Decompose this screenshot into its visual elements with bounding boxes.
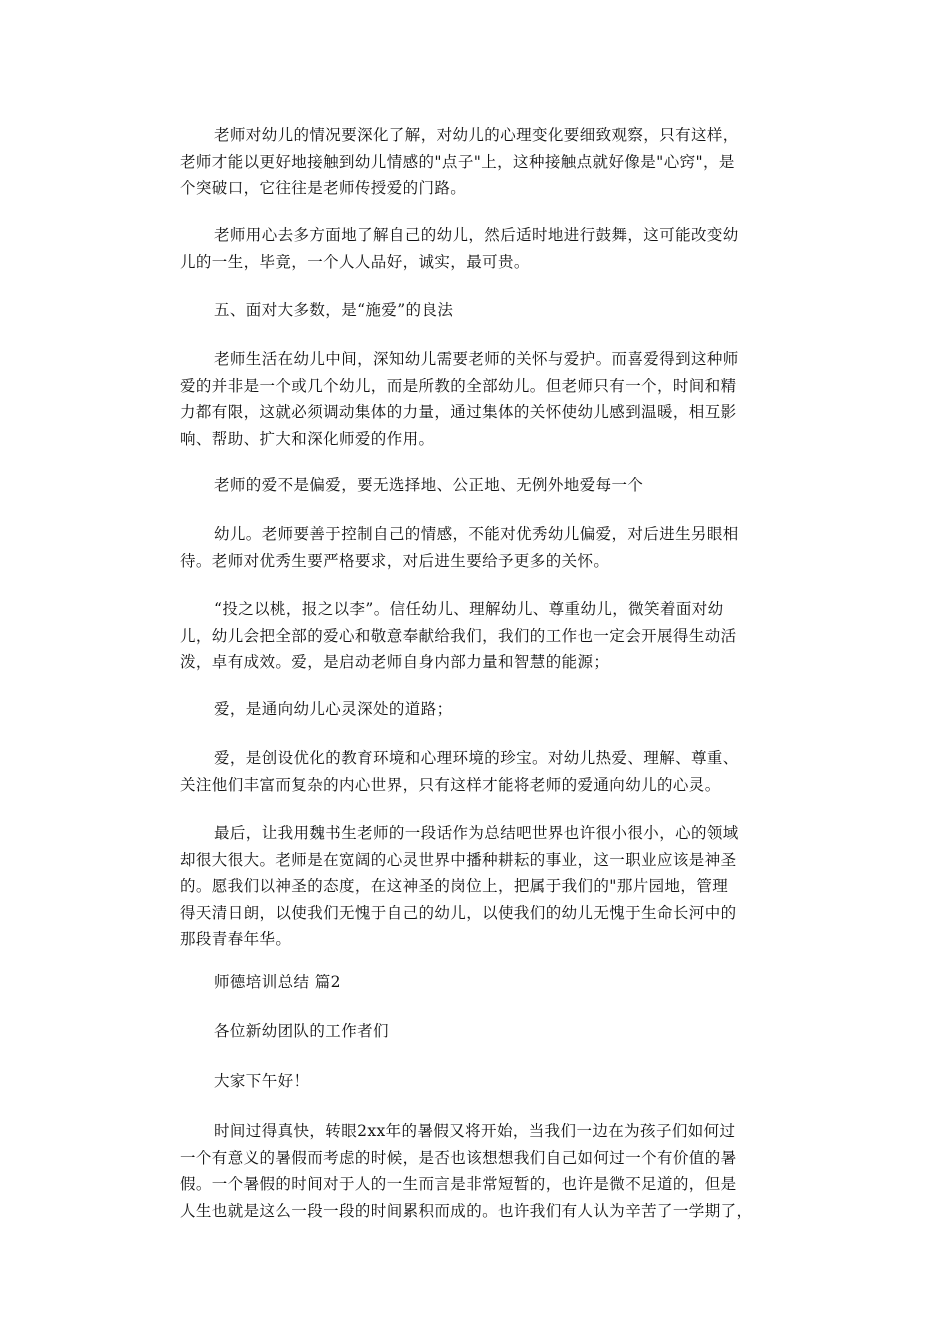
paragraph (180, 596, 778, 676)
text-line: 老师才能以更好地接触到幼儿情感的"点子"上，这种接触点就好像是"心窍"，是 (180, 152, 735, 171)
paragraph (180, 521, 778, 574)
text-line: 时间过得真快，转眼2xx年的暑假又将开始，当我们一边在为孩子们如何过 (214, 1122, 736, 1140)
paragraph (180, 1118, 778, 1224)
text-line: 的。愿我们以神圣的态度，在这神圣的岗位上，把属于我们的"那片园地，管理 (180, 877, 729, 895)
section-heading: 五、面对大多数，是“施爱”的良法 (214, 301, 454, 319)
text-line: 个突破口，它往往是老师传授爱的门路。 (180, 179, 467, 197)
text-line: 关注他们丰富而复杂的内心世界，只有这样才能将老师的爱通向幼儿的心灵。 (180, 775, 721, 794)
text-line: 得天清日朗，以使我们无愧于自己的幼儿，以使我们的幼儿无愧于生命长河中的 (180, 903, 737, 922)
section-title: 师德培训总结 篇2 (214, 973, 341, 991)
text-line: “投之以桃，报之以李”。信任幼儿、理解幼儿、尊重幼儿，微笑着面对幼 (214, 600, 724, 618)
text-line: 儿的一生，毕竟，一个人人品好，诚实，最可贵。 (180, 252, 530, 271)
text-line: 那段青春年华。 (180, 930, 292, 948)
text-line: 响、帮助、扩大和深化师爱的作用。 (180, 429, 435, 448)
paragraph (180, 696, 778, 723)
paragraph (180, 122, 778, 202)
paragraph (180, 346, 778, 452)
text-line: 老师对幼儿的情况要深化了解，对幼儿的心理变化要细致观察，只有这样， (214, 126, 739, 144)
text-line: 老师的爱不是偏爱，要无选择地、公正地、无例外地爱每一个 (214, 476, 644, 494)
paragraph (180, 820, 778, 953)
text-line: 待。老师对优秀生要严格要求，对后进生要给予更多的关怀。 (180, 551, 610, 570)
text-line: 爱，是通向幼儿心灵深处的道路； (214, 700, 453, 718)
text-line: 幼儿。老师要善于控制自己的情感，不能对优秀幼儿偏爱，对后进生另眼相 (214, 525, 739, 543)
text-line: 老师生活在幼儿中间，深知幼儿需要老师的关怀与爱护。而喜爱得到这种师 (214, 350, 739, 368)
text-line: 却很大很大。老师是在宽阔的心灵世界中播种耕耘的事业，这一职业应该是神圣 (180, 850, 737, 869)
text-line: 一个有意义的暑假而考虑的时候，是否也该想想我们自己如何过一个有价值的暑 (180, 1148, 737, 1167)
text-line: 力都有限，这就必须调动集体的力量，通过集体的关怀使幼儿感到温暖，相互影 (180, 403, 737, 421)
text-line: 泼，卓有成效。爱，是启动老师自身内部力量和智慧的能源； (180, 653, 610, 671)
greeting: 大家下午好！ (214, 1072, 310, 1090)
salutation: 各位新幼团队的工作者们 (214, 1022, 389, 1040)
text-line: 儿，幼儿会把全部的爱心和敬意奉献给我们，我们的工作也一定会开展得生动活 (180, 626, 737, 645)
paragraph (180, 472, 778, 499)
paragraph (180, 222, 778, 275)
paragraph (180, 745, 778, 798)
text-line: 人生也就是这么一段一段的时间累积而成的。也许我们有人认为辛苦了一学期了， (180, 1201, 753, 1220)
text-line: 最后，让我用魏书生老师的一段话作为总结吧世界也许很小很小，心的领域 (214, 824, 739, 842)
text-line: 假。一个暑假的时间对于人的一生而言是非常短暂的，也许是微不足道的，但是 (180, 1175, 737, 1193)
text-line: 爱，是创设优化的教育环境和心理环境的珍宝。对幼儿热爱、理解、尊重、 (214, 749, 739, 767)
text-line: 爱的并非是一个或几个幼儿，而是所教的全部幼儿。但老师只有一个，时间和精 (180, 376, 737, 395)
text-line: 老师用心去多方面地了解自己的幼儿，然后适时地进行鼓舞，这可能改变幼 (214, 226, 739, 244)
